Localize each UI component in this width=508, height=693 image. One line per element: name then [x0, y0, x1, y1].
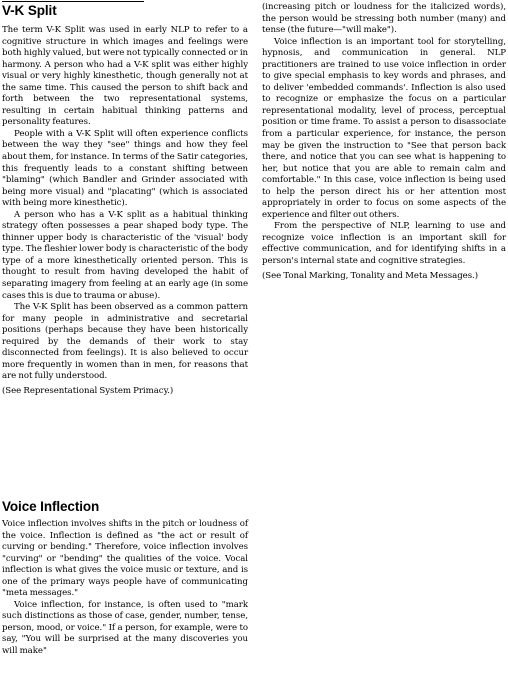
voice-inflection-paragraph-2: Voice inflection, for instance, is often used to "mark such distinctions as those of case, gender, number, tense, person, mood, or voice." If a person, for example, were to say, "You will be surprised at the many discoveries you will make"	[2, 599, 248, 657]
right-column	[262, 2, 506, 282]
heading-voice-inflection: Voice Inflection	[2, 499, 100, 514]
right-paragraph-2: Voice inflection is an important tool for storytelling, hypnosis, and communication in general. NLP practitioners are trained to use voice inflection in order to give special emphasis to key words and phrases, and to deliver 'embedded commands'. Inflection is also used to recognize or emphasize the focus on a particular representational modality, level of process, perceptual position or time frame. To assist a person to disassociate from a particular experience, for instance, the person may be given the instruction to "See that person back there, and notice that you can see what is happening to her, but notice that you are able to remain calm and comfortable." In this case, voice inflection is being used to help the person direct his or her attention most appropriately in order to focus on some aspects of the experience and filter out others.	[262, 36, 506, 220]
vk-split-paragraph-4: The V-K Split has been observed as a common pattern for many people in administrative and secretarial positions (perhaps because they have been historically required by the demands of their work to stay disconnected from feelings). It is also believed to occur more frequently in women than in men, for reasons that are not fully understood.	[2, 302, 248, 382]
vk-split-paragraph-3: A person who has a V-K split as a habitual thinking strategy often possesses a pear shaped body type. The thinner upper body is characteristic of the 'visual' body type. The fleshier lower body is characteristic of the body type of a more kinesthetically oriented person. This is thought to result from having developed the habit of separating imagery from feeling at an early age (in some cases this is due to trauma or abuse).	[2, 209, 248, 301]
voice-inflection-body	[2, 519, 248, 658]
vk-split-paragraph-2: People with a V-K Split will often experience conflicts between the way they "see" things and how they feel about them, for instance. In terms of the Satir categories, this frequently leads to a constant shifting between "blaming" (which Bandler and Grinder associated with being more visual) and "placating" (which is associated with being more kinesthetic).	[2, 128, 248, 209]
heading-vk-split: V-K Split	[2, 3, 57, 18]
right-see-also: (See Tonal Marking, Tonality and Meta Messages.)	[262, 270, 479, 281]
vk-split-paragraph-1: The term V-K Split was used in early NLP to refer to a cognitive structure in which images and feelings were both highly valued, but were not typically connected or in harmony. A person who had a V-K split was either highly visual or very highly kinesthetic, though generally not at the same time. This caused the person to shift back and forth between the two representational systems, resulting in certain habitual thinking patterns and personality features.	[2, 25, 248, 128]
voice-inflection-paragraph-1: Voice inflection involves shifts in the pitch or loudness of the voice. Inflection is defined as "the act or result of curving or bending." Therefore, voice inflection involves "curving" or "bending" the qualities of the voice. Vocal inflection is what gives the voice music or texture, and is one of the primary ways people have of communicating "meta messages."	[2, 519, 248, 599]
vk-split-see-also: (See Representational System Primacy.)	[2, 385, 174, 396]
right-paragraph-1: (increasing pitch or loudness for the italicized words), the person would be stressing both number (many) and tense (the future—"will make").	[262, 2, 506, 36]
right-paragraph-3: From the perspective of NLP, learning to use and recognize voice inflection is an important skill for effective communication, and for identifying shifts in a person's internal state and cognitive strategies.	[262, 221, 506, 267]
vk-split-body	[2, 25, 248, 398]
top-rule	[2, 1, 144, 2]
